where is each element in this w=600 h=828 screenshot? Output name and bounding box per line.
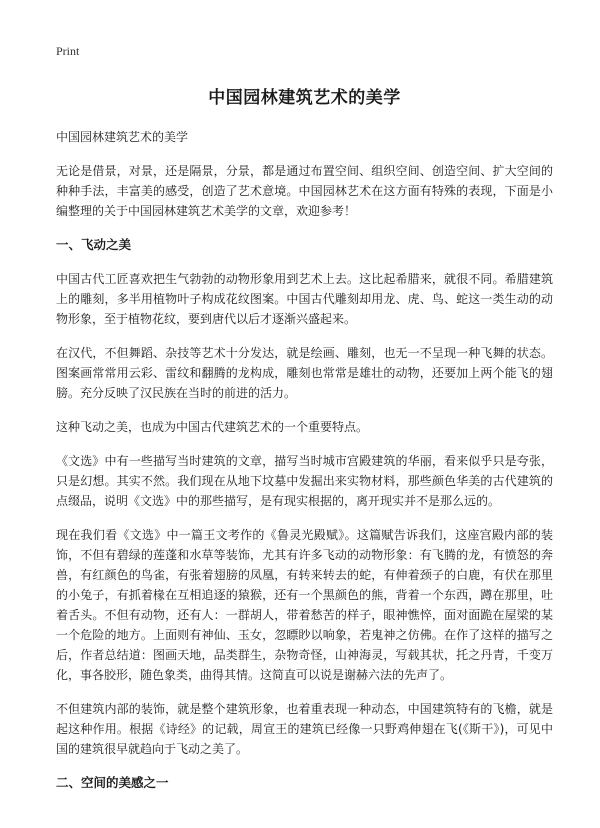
section-heading: 一、飞动之美	[56, 237, 132, 252]
document-title: 中国园林建筑艺术的美学	[208, 88, 401, 108]
paragraph: 中国古代工匠喜欢把生气勃勃的动物形象用到艺术上去。这比起希腊来，就很不同。希腊建筑上的雕刻，多半用植物叶子构成花纹图案。中国古代雕刻却用龙、虎、鸟、蛇这一类生动的动物形象，至于植物花纹，要到唐代以后才逐渐兴盛起来。	[56, 272, 553, 326]
paragraph: 不但建筑内部的装饰，就是整个建筑形象，也着重表现一种动态，中国建筑特有的飞檐，就是起这种作用。根据《诗经》的记载，周宣王的建筑已经像一只野鸡伸翅在飞(《斯干》)，可见中国的建筑很早就趋向于飞动之美了。	[56, 702, 553, 756]
paragraph: 现在我们看《文选》中一篇王文考作的《鲁灵光殿赋》。这篇赋告诉我们，这座宫殿内部的装饰，不但有碧绿的莲蓬和水草等装饰，尤其有许多飞动的动物形象：有飞腾的龙，有愤怒的奔兽，有红颜色的鸟雀，有张着翅膀的凤凰，有转来转去的蛇，有伸着颈子的白鹿，有伏在那里的小兔子，有抓着椽在互相追逐的猿猴，还有一个黑颜色的熊，背着一个东西，蹲在那里，吐着舌头。不但有动物，还有人：一群胡人，带着愁苦的样子，眼神憔悴，面对面跪在屋梁的某一个危险的地方。上面则有神仙、玉女，忽瞟眇以响象，若鬼神之仿佛。在作了这样的描写之后，作者总结道：图画天地，品类群生，杂物奇怪，山神海灵，写载其状，托之丹青，千变万化，事各胶形，随色象类，曲得其情。这简直可以说是谢赫六法的先声了。	[56, 528, 553, 682]
section-heading: 二、空间的美感之一	[56, 775, 169, 790]
intro-paragraph: 无论是借景，对景，还是隔景，分景，都是通过布置空间、组织空间、创造空间、扩大空间的种种手法，丰富美的感受，创造了艺术意境。中国园林艺术在这方面有特殊的表现，下面是小编整理的关于中国园林建筑艺术美学的文章，欢迎参考！	[56, 164, 553, 218]
paragraph: 在汉代，不但舞蹈、杂技等艺术十分发达，就是绘画、雕刻，也无一不呈现一种飞舞的状态。图案画常常用云彩、雷纹和翻腾的龙构成，雕刻也常常是雄壮的动物，还要加上两个能飞的翅膀。充分反映了汉民族在当时的前进的活力。	[56, 346, 553, 400]
paragraph: 这种飞动之美，也成为中国古代建筑艺术的一个重要特点。	[56, 420, 369, 434]
document-subtitle: 中国园林建筑艺术的美学	[56, 130, 189, 144]
paragraph: 《文选》中有一些描写当时建筑的文章，描写当时城市宫殿建筑的华丽，看来似乎只是夸张，只是幻想。其实不然。我们现在从地下坟墓中发掘出来实物材料，那些颜色华美的古代建筑的点缀品，说明《文选》中的那些描写，是有现实根据的，离开现实并不是那么远的。	[56, 454, 553, 508]
print-label: Print	[56, 44, 80, 58]
